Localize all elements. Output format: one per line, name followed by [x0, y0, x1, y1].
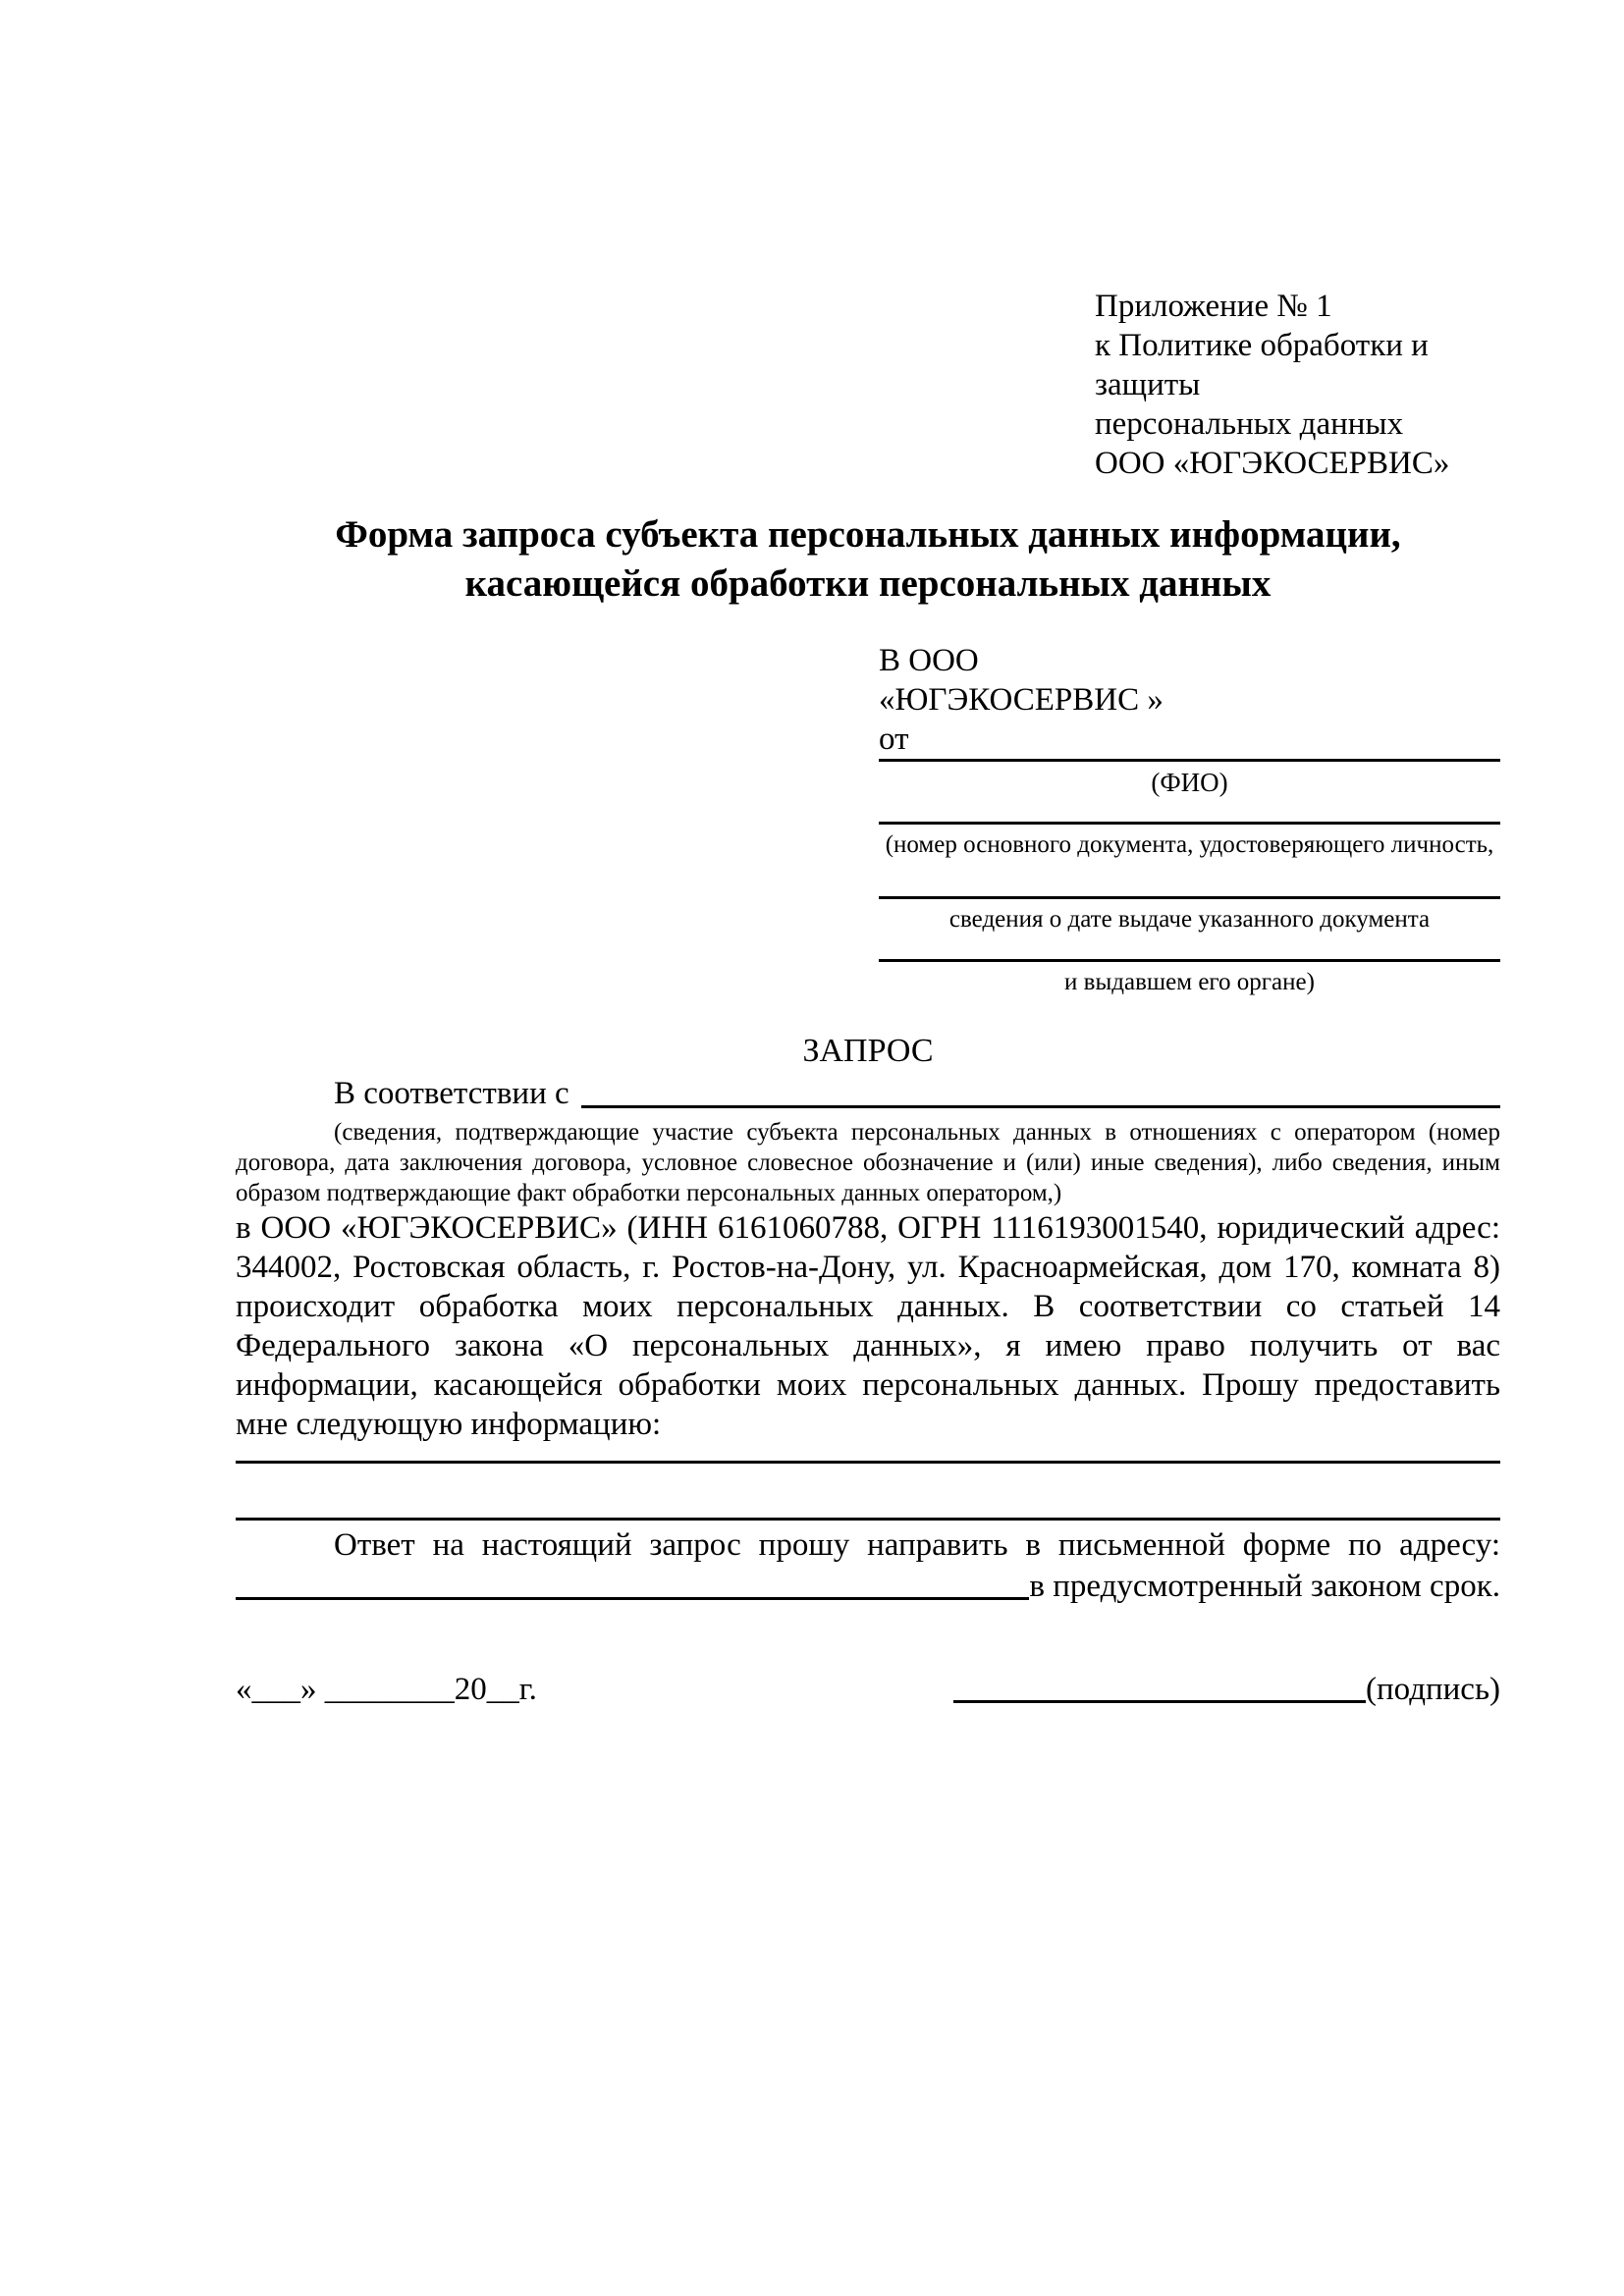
addressee-line: «ЮГЭКОСЕРВИС »	[879, 682, 1164, 718]
body-paragraph: в ООО «ЮГЭКОСЕРВИС» (ИНН 6161060788, ОГРН 1116193001540, юридический адрес: 344002, Ростовская область, г. Ростов-на-Дону, ул. Красноармейская, дом 170, комната 8) происходит обработка моих персональных данных. В соответствии со статьей 14 Федерального закона «О персональных данных», я имею право получить от вас информации, касающейся обработки моих персональных данных. Прошу предоставить мне следующую информацию:	[236, 1210, 1500, 1442]
document-number-caption: (номер основного документа, удостоверяющего личность,	[885, 831, 1494, 858]
fio-field	[879, 759, 1500, 797]
accordance-lead-text: В соответствии с	[334, 1076, 569, 1111]
request-heading: ЗАПРОС	[802, 1033, 934, 1069]
date-signature-row	[236, 1668, 1500, 1711]
appendix-block	[1095, 287, 1500, 483]
signature-caption: (подпись)	[1366, 1672, 1500, 1707]
page-title-line: касающейся обработки персональных данных	[464, 562, 1272, 605]
appendix-line: к Политике обработки и защиты	[1095, 328, 1429, 402]
accordance-row	[236, 1072, 1500, 1115]
addressee-line: В ООО	[879, 643, 979, 678]
appendix-line: персональных данных	[1095, 406, 1404, 442]
signature-block	[953, 1668, 1500, 1711]
reply-address-row	[236, 1566, 1500, 1607]
document-number-field	[879, 822, 1500, 860]
accordance-note: (сведения, подтверждающие участие субъекта персональных данных в отношениях с оператором (номер договора, дата заключения договора, условное словесное обозначение и (или) иные сведения), либо сведения, иным образом подтверждающие факт обработки персональных данных оператором,)	[236, 1119, 1500, 1206]
reply-paragraph-line: Ответ на настоящий запрос прошу направить в письменной форме по адресу:	[334, 1527, 1500, 1563]
accordance-blank-line	[581, 1105, 1500, 1108]
address-blank-line	[236, 1597, 1029, 1600]
reply-deadline-text: в предусмотренный законом срок.	[1029, 1569, 1500, 1604]
issuing-authority-field	[879, 959, 1500, 997]
appendix-line: Приложение № 1	[1095, 289, 1332, 324]
issue-date-caption: сведения о дате выдаче указанного документа	[948, 906, 1431, 933]
addressee-block	[879, 641, 1500, 759]
appendix-line: ООО «ЮГЭКОСЕРВИС»	[1095, 446, 1450, 481]
blank-line-1	[236, 1461, 1500, 1464]
issuing-authority-caption: и выдавшем его органе)	[1064, 969, 1315, 995]
date-blank-text: «___» ________20__г.	[236, 1672, 537, 1707]
fio-caption: (ФИО)	[1151, 768, 1228, 797]
applicant-fields-block	[879, 759, 1500, 997]
addressee-line: от	[879, 721, 909, 757]
page-title-line: Форма запроса субъекта персональных данных информации,	[335, 513, 1401, 556]
signature-blank-line	[953, 1700, 1366, 1703]
blank-line-2	[236, 1518, 1500, 1521]
issue-date-field	[879, 896, 1500, 934]
page-title	[236, 510, 1500, 609]
